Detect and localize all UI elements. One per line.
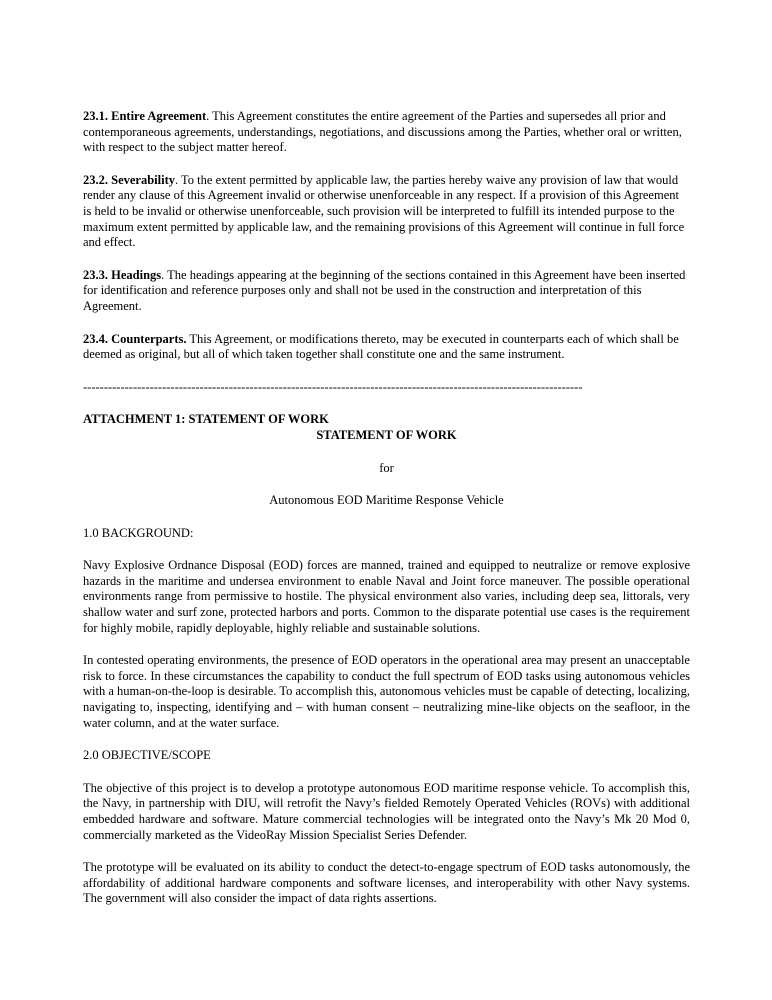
document-title: Autonomous EOD Maritime Response Vehicle xyxy=(269,493,504,508)
section-heading-objective: 2.0 OBJECTIVE/SCOPE xyxy=(83,748,211,763)
attachment-heading: ATTACHMENT 1: STATEMENT OF WORK xyxy=(83,412,329,427)
clause-23-2-heading: 23.2. Severability xyxy=(83,172,176,187)
background-paragraph-2: In contested operating environments, the presence of EOD operators in the operational area may present an unacceptable risk to force. In these circumstances the capability to conduct the full spectrum of EOD tasks using autonomous vehicles with a human-on-the-loop is desirable. To accomplish this, autonomous vehicles must be capable of detecting, localizing, navigating to, inspecting, identifying and – with human consent – neutralizing mine-like objects on the seafloor, in the water column, and at the water surface. xyxy=(83,653,690,730)
clause-23-4 xyxy=(83,332,690,363)
clause-23-4-body: This Agreement, or modifications thereto, may be executed in counterparts each of which shall be deemed as original, but all of which taken together shall constitute one and the same instrument. xyxy=(83,331,679,362)
statement-of-work-heading: STATEMENT OF WORK xyxy=(316,427,457,442)
clause-23-2-body: . To the extent permitted by applicable law, the parties hereby waive any provision of law that would render any clause of this Agreement invalid or otherwise unenforceable in any respect. If a provision of this Agreement is held to be invalid or otherwise unenforceable, such provision will be interpreted to fulfill its intended purpose to the maximum extent permitted by applicable law, and the remaining provisions of this Agreement will continue in full force and effect. xyxy=(83,172,685,250)
clause-23-1-body: . This Agreement constitutes the entire agreement of the Parties and supersedes all prior and contemporaneous agreements, understandings, negotiations, and discussions among the Parties, whether oral or written, with respect to the subject matter hereof. xyxy=(83,109,682,155)
for-line: for xyxy=(379,460,394,475)
clause-23-3 xyxy=(83,268,690,315)
clause-23-4-heading: 23.4. Counterparts. xyxy=(83,331,187,346)
background-paragraph-1: Navy Explosive Ordnance Disposal (EOD) forces are manned, trained and equipped to neutralize or remove explosive hazards in the maritime and undersea environment to enable Naval and Joint force maneuver. The possible operational environments range from permissive to hostile. The physical environment also varies, including deep sea, littorals, very shallow water and surf zone, protected harbors and ports. Common to the disparate potential use cases is the requirement for highly mobile, rapidly deployable, highly reliable and sustainable solutions. xyxy=(83,558,690,635)
clause-23-3-body: . The headings appearing at the beginning of the sections contained in this Agreement have been inserted for identification and reference purposes only and shall not be used in the construction and interpretation of this Agreement. xyxy=(83,267,686,313)
clause-23-1 xyxy=(83,109,690,156)
dashed-divider: ------------------------------------------------------------------------------------------------------------------------ xyxy=(83,379,583,394)
objective-paragraph-1: The objective of this project is to develop a prototype autonomous EOD maritime response vehicle. To accomplish this, the Navy, in partnership with DIU, will retrofit the Navy’s fielded Remotely Operated Vehicles (ROVs) with additional embedded hardware and software. Mature commercial technologies will be integrated onto the Navy’s Mk 20 Mod 0, commercially marketed as the VideoRay Mission Specialist Series Defender. xyxy=(83,780,690,842)
clause-23-2 xyxy=(83,173,690,251)
clause-23-3-heading: 23.3. Headings xyxy=(83,267,162,282)
clause-23-1-heading: 23.1. Entire Agreement xyxy=(83,109,207,123)
section-heading-background: 1.0 BACKGROUND: xyxy=(83,525,194,540)
objective-paragraph-2: The prototype will be evaluated on its ability to conduct the detect-to-engage spectrum of EOD tasks autonomously, the affordability of additional hardware components and software licenses, and interoperability with other Navy systems. The government will also consider the impact of data rights assertions. xyxy=(83,860,690,906)
attachment-heading-block xyxy=(83,412,690,443)
